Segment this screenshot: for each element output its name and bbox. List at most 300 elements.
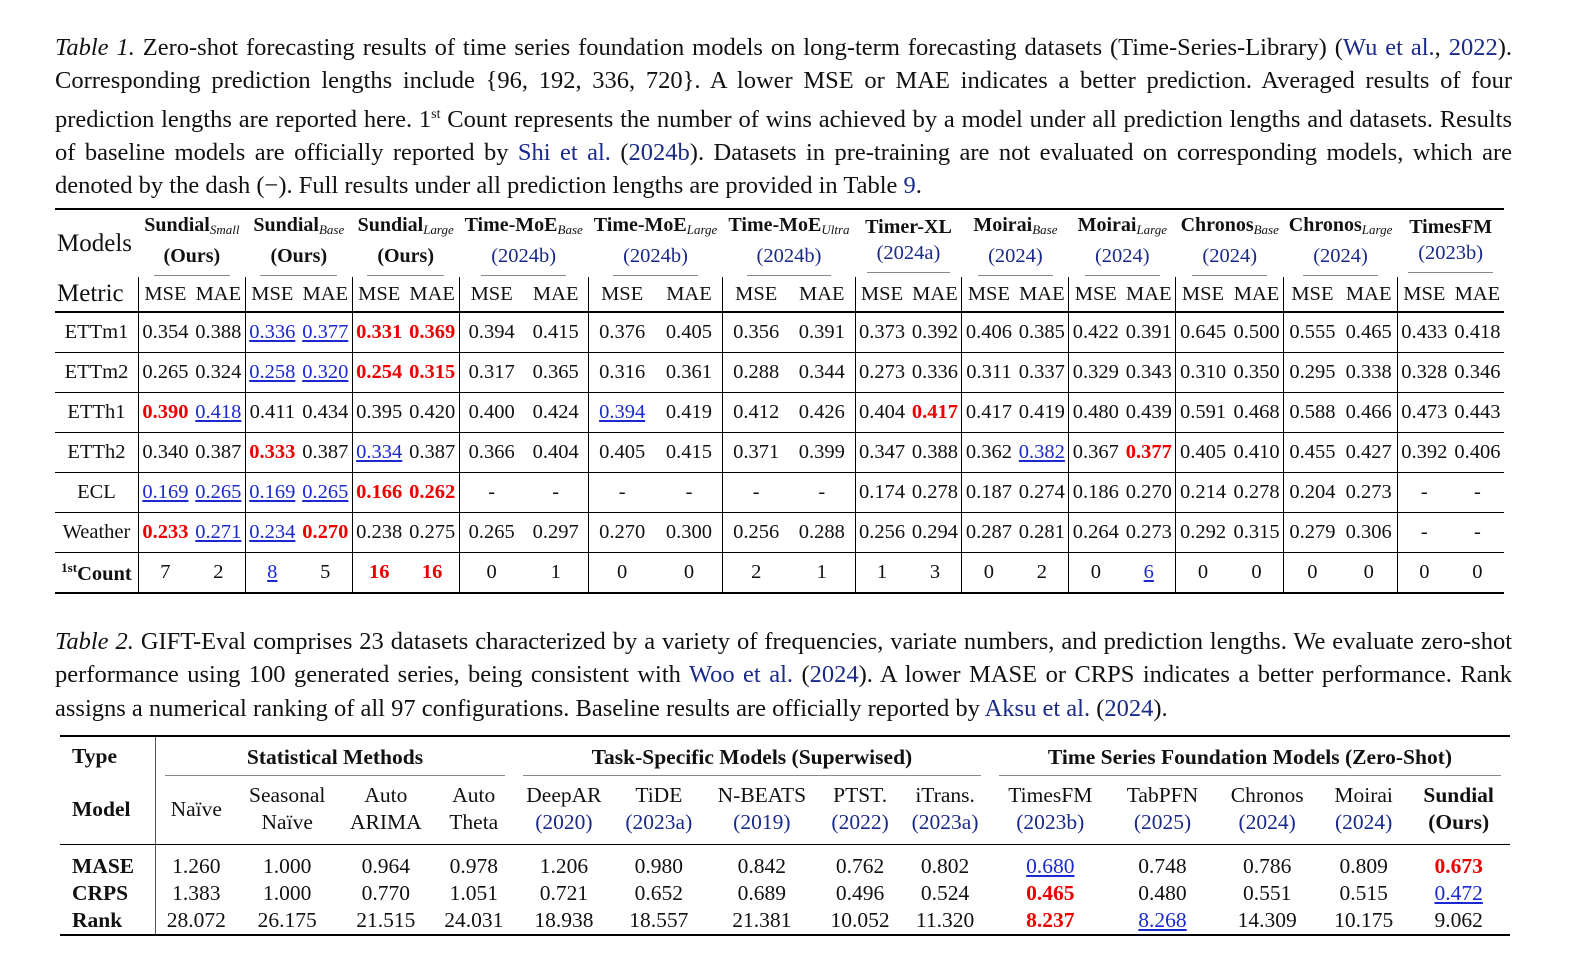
table-cell bbox=[1214, 907, 1320, 935]
table-cell bbox=[338, 907, 434, 935]
cell-value: 0.310 bbox=[1179, 361, 1227, 383]
cell-value: 0.306 bbox=[1345, 521, 1392, 543]
citation-link[interactable]: 2022 bbox=[1448, 34, 1498, 61]
table-cell bbox=[656, 433, 723, 473]
model-name-text: Time-MoE bbox=[593, 213, 687, 236]
citation-link[interactable]: (2024) bbox=[978, 243, 1053, 276]
table-cell bbox=[1122, 312, 1175, 353]
cell-value: 0.262 bbox=[409, 481, 456, 503]
citation-link[interactable]: 2024 bbox=[1104, 694, 1154, 722]
citation-link[interactable]: (2024) bbox=[1303, 243, 1378, 276]
caption-text: ( bbox=[1090, 694, 1105, 722]
table-cell bbox=[656, 513, 723, 553]
cell-value: 0.410 bbox=[1233, 441, 1280, 463]
model-size: Base bbox=[557, 221, 583, 237]
group-header bbox=[990, 736, 1510, 776]
metric-mse: MSE bbox=[1397, 277, 1450, 312]
cell-value: 0.515 bbox=[1339, 881, 1388, 905]
cell-value: 0.281 bbox=[1018, 521, 1065, 543]
cell-value: 0.419 bbox=[665, 401, 713, 423]
cell-value: 0.254 bbox=[356, 361, 403, 383]
cell-value: 0.645 bbox=[1179, 321, 1227, 343]
table-cell bbox=[990, 880, 1111, 907]
table-cell bbox=[1397, 473, 1450, 513]
cell-value: 0.762 bbox=[835, 854, 885, 878]
table-cell bbox=[588, 433, 655, 473]
cell-value: 0.292 bbox=[1179, 521, 1227, 543]
table-cell bbox=[820, 845, 900, 881]
cell-value: 18.557 bbox=[629, 908, 689, 932]
model-size: Small bbox=[209, 221, 240, 237]
table-cell bbox=[1397, 393, 1450, 433]
dataset-label bbox=[55, 513, 138, 553]
metric-mse: MSE bbox=[723, 277, 789, 312]
table-cell bbox=[514, 845, 614, 881]
table-cell bbox=[1214, 880, 1320, 907]
table-cell bbox=[1015, 553, 1068, 594]
cell-value: 0.387 bbox=[409, 441, 456, 463]
cell-value: 0.391 bbox=[798, 321, 845, 343]
citation-link[interactable]: (2024a) bbox=[867, 240, 951, 273]
model-name: Seasonal bbox=[248, 783, 326, 807]
cell-value: 0.311 bbox=[966, 361, 1012, 383]
model-name bbox=[461, 212, 586, 243]
table-cell bbox=[820, 880, 900, 907]
table-cell bbox=[1230, 393, 1284, 433]
superscript: 1st bbox=[61, 559, 78, 575]
cell-value: 16 bbox=[368, 561, 390, 583]
table-row bbox=[55, 312, 1504, 353]
citation-link[interactable]: (2024) bbox=[1192, 243, 1267, 276]
cell-value: 0.361 bbox=[665, 361, 713, 383]
cell-value: 0.265 bbox=[195, 481, 242, 503]
table-cell bbox=[704, 907, 820, 935]
table-cell bbox=[1284, 393, 1341, 433]
cell-value: 0 bbox=[486, 561, 497, 583]
table-cell bbox=[962, 473, 1015, 513]
cell-value: 8.237 bbox=[1026, 908, 1075, 932]
table-row bbox=[60, 907, 1510, 935]
cell-value: 0.415 bbox=[532, 321, 579, 343]
table-cell bbox=[1122, 433, 1175, 473]
table-cell bbox=[1069, 473, 1122, 513]
model-header bbox=[338, 776, 434, 845]
model-name bbox=[964, 212, 1067, 243]
cell-value: 0.265 bbox=[302, 481, 349, 503]
cell-value: 0.214 bbox=[1179, 481, 1227, 503]
cell-value: 0.680 bbox=[1026, 854, 1075, 878]
model-name-text: Sundial bbox=[253, 213, 319, 236]
table-cell bbox=[990, 907, 1111, 935]
cell-value: 0.287 bbox=[965, 521, 1012, 543]
citation-link[interactable]: (2024) bbox=[1238, 810, 1296, 834]
model-name: Sundial bbox=[1423, 783, 1494, 807]
table-cell bbox=[138, 353, 191, 393]
table-cell bbox=[656, 553, 723, 594]
metric-mse: MSE bbox=[245, 277, 298, 312]
dataset-label bbox=[55, 312, 138, 353]
cell-value: 16 bbox=[421, 561, 443, 583]
cell-value: 0.346 bbox=[1454, 361, 1501, 383]
metric-mse: MSE bbox=[352, 277, 405, 312]
cell-value: 0.424 bbox=[532, 401, 579, 423]
metric-mae: MAE bbox=[789, 277, 855, 312]
cell-value: 11.320 bbox=[915, 908, 975, 932]
cell-value: 0.480 bbox=[1138, 881, 1187, 905]
table-cell bbox=[656, 393, 723, 433]
cell-value: 0.377 bbox=[1125, 441, 1172, 463]
table-cell bbox=[192, 433, 245, 473]
cell-value: 0.387 bbox=[195, 441, 242, 463]
caption-text: Zero-shot forecasting results of time series foundation models on long-term forecasting datasets (Time-Series-Library) ( bbox=[134, 34, 1343, 61]
citation-link[interactable]: (2024b) bbox=[747, 243, 832, 276]
table-cell bbox=[524, 393, 589, 433]
model-header bbox=[1320, 776, 1407, 845]
table-cell bbox=[723, 513, 789, 553]
table-cell bbox=[406, 353, 459, 393]
table-cell bbox=[299, 553, 352, 594]
table-cell bbox=[245, 433, 298, 473]
table-cell bbox=[1015, 473, 1068, 513]
model-name: TabPFN bbox=[1126, 783, 1199, 807]
table-cell bbox=[1284, 473, 1341, 513]
metric-mae: MAE bbox=[1230, 277, 1284, 312]
table-row bbox=[55, 393, 1504, 433]
table-cell bbox=[524, 473, 589, 513]
cell-value: 1 bbox=[816, 561, 827, 583]
cell-value: 21.381 bbox=[732, 908, 792, 932]
metric-mse: MSE bbox=[962, 277, 1015, 312]
cell-value: 24.031 bbox=[444, 908, 504, 932]
table-cell bbox=[1122, 393, 1175, 433]
table-cell bbox=[1015, 312, 1068, 353]
group-label: Task-Specific Models (Superwised) bbox=[523, 744, 981, 776]
model-size: Base bbox=[1032, 221, 1058, 237]
table1-results bbox=[55, 208, 1504, 594]
table-cell bbox=[1320, 880, 1407, 907]
table-cell bbox=[855, 513, 908, 553]
cell-value: 0.465 bbox=[1345, 321, 1392, 343]
metric-mae: MAE bbox=[1451, 277, 1504, 312]
metric-mse: MSE bbox=[855, 277, 908, 312]
table-cell bbox=[459, 553, 524, 594]
cell-value: 9.062 bbox=[1434, 908, 1483, 932]
caption-text: ( bbox=[793, 661, 810, 689]
table-cell bbox=[723, 312, 789, 353]
cell-value: 0.336 bbox=[249, 321, 296, 343]
cell-value: 0.689 bbox=[737, 881, 787, 905]
table-cell bbox=[962, 312, 1015, 353]
cell-value: 0.420 bbox=[409, 401, 456, 423]
table-cell bbox=[789, 513, 855, 553]
table-cell bbox=[962, 553, 1015, 594]
cell-value: - bbox=[752, 481, 760, 503]
model-header bbox=[588, 209, 723, 277]
table-cell bbox=[1069, 553, 1122, 594]
cell-value: 0.270 bbox=[599, 521, 646, 543]
cell-value: 0.411 bbox=[249, 401, 295, 423]
caption-text: ( bbox=[610, 139, 629, 167]
cell-value: 0.334 bbox=[356, 441, 403, 463]
citation-link[interactable]: (2020) bbox=[535, 810, 593, 834]
table-cell bbox=[192, 312, 245, 353]
cell-value: 0.412 bbox=[733, 401, 780, 423]
model-name-text: Sundial bbox=[144, 213, 210, 236]
table-cell bbox=[855, 312, 908, 353]
cell-value: 0.362 bbox=[965, 441, 1012, 463]
table-cell bbox=[236, 845, 338, 881]
table-cell bbox=[406, 393, 459, 433]
citation-link[interactable]: (2024b) bbox=[613, 243, 698, 276]
cell-value: 1 bbox=[550, 561, 561, 583]
cell-value: 0.356 bbox=[733, 321, 780, 343]
table-cell bbox=[656, 312, 723, 353]
table-cell bbox=[1176, 553, 1230, 594]
cell-value: 0.385 bbox=[1018, 321, 1065, 343]
model-header bbox=[352, 209, 459, 277]
cell-value: 10.052 bbox=[830, 908, 890, 932]
model-label: Model bbox=[60, 776, 156, 845]
type-row bbox=[60, 736, 1510, 776]
metric-mae: MAE bbox=[1015, 277, 1068, 312]
model-header bbox=[156, 776, 237, 845]
cell-value: 7 bbox=[160, 561, 171, 583]
citation-link[interactable]: (2024) bbox=[1335, 810, 1393, 834]
table-cell bbox=[1397, 433, 1450, 473]
model-header bbox=[1407, 776, 1510, 845]
table-cell bbox=[1069, 513, 1122, 553]
cell-value: 0.786 bbox=[1242, 854, 1292, 878]
table-row bbox=[55, 433, 1504, 473]
table-cell bbox=[459, 353, 524, 393]
table-cell bbox=[1341, 473, 1398, 513]
table-cell bbox=[723, 393, 789, 433]
cell-value: 0.496 bbox=[835, 881, 885, 905]
dataset-label bbox=[55, 393, 138, 433]
table-cell bbox=[524, 312, 589, 353]
table-cell bbox=[192, 393, 245, 433]
citation-link[interactable]: (2023a) bbox=[911, 810, 979, 834]
model-name-text: Timer-XL bbox=[865, 216, 952, 238]
row-label: ETTh2 bbox=[67, 441, 126, 463]
model-name bbox=[247, 212, 350, 243]
table-cell bbox=[1230, 513, 1284, 553]
citation-link[interactable]: (2024) bbox=[1085, 243, 1160, 276]
cell-value: 0.367 bbox=[1072, 441, 1119, 463]
cell-value: 0.265 bbox=[142, 361, 189, 383]
caption-text: . bbox=[915, 172, 922, 200]
table-cell bbox=[524, 353, 589, 393]
caption-label: Table 2. bbox=[55, 628, 134, 655]
cell-value: 0.371 bbox=[733, 441, 780, 463]
cell-value: 0.415 bbox=[665, 441, 713, 463]
table-cell bbox=[1407, 845, 1510, 881]
citation-link[interactable]: 2024 bbox=[809, 661, 859, 689]
table-cell bbox=[299, 353, 352, 393]
cell-value: - bbox=[1420, 481, 1428, 503]
table-cell bbox=[900, 907, 990, 935]
citation-link[interactable]: (2023b) bbox=[1016, 810, 1085, 834]
metric-mae: MAE bbox=[656, 277, 723, 312]
cell-value: 10.175 bbox=[1334, 908, 1394, 932]
table-cell bbox=[1176, 393, 1230, 433]
models-label: Models bbox=[57, 229, 132, 257]
cell-value: 0.392 bbox=[1401, 441, 1448, 463]
caption-text: Count represents the number of wins achieved by a model under all prediction lengths and datasets. Results of baseline models are officially reported by bbox=[55, 105, 1512, 167]
model-header bbox=[962, 209, 1069, 277]
citation-link[interactable]: (2019) bbox=[733, 810, 791, 834]
cell-value: 0.275 bbox=[409, 521, 456, 543]
type-label bbox=[60, 736, 156, 776]
row-label: MASE bbox=[60, 845, 156, 881]
cell-value: 0.320 bbox=[302, 361, 349, 383]
table-cell bbox=[1397, 513, 1450, 553]
cell-value: 0.329 bbox=[1072, 361, 1119, 383]
metric-mse: MSE bbox=[138, 277, 191, 312]
table-cell bbox=[299, 473, 352, 513]
cell-value: 0.439 bbox=[1125, 401, 1172, 423]
citation-link[interactable]: (2022) bbox=[831, 810, 889, 834]
table-cell bbox=[1015, 433, 1068, 473]
table-cell bbox=[1176, 433, 1230, 473]
citation-link[interactable]: 2024b bbox=[628, 139, 690, 167]
cell-value: 0.551 bbox=[1242, 881, 1292, 905]
cell-value: 0.418 bbox=[195, 401, 242, 423]
table-cell bbox=[1284, 513, 1341, 553]
cell-value: - bbox=[1473, 521, 1481, 543]
cell-value: 0.295 bbox=[1289, 361, 1336, 383]
table-cell bbox=[192, 553, 245, 594]
model-name bbox=[1178, 212, 1282, 243]
table-cell bbox=[1230, 433, 1284, 473]
table-cell bbox=[588, 513, 655, 553]
cell-value: 0.279 bbox=[1289, 521, 1336, 543]
cell-value: 0.394 bbox=[599, 401, 646, 423]
cell-value: 0 bbox=[983, 561, 995, 583]
caption-text: , bbox=[1434, 34, 1449, 61]
table-cell bbox=[1111, 907, 1215, 935]
metric-mae: MAE bbox=[299, 277, 352, 312]
row-label: ETTm1 bbox=[64, 321, 129, 343]
citation-link[interactable]: (2025) bbox=[1133, 810, 1192, 834]
table-cell bbox=[192, 513, 245, 553]
cell-value: 1.000 bbox=[263, 854, 312, 878]
metric-mse: MSE bbox=[1284, 277, 1341, 312]
table-cell bbox=[434, 907, 514, 935]
table-cell bbox=[245, 513, 298, 553]
cell-value: 0.418 bbox=[1454, 321, 1501, 343]
cell-value: 8.268 bbox=[1138, 908, 1187, 932]
cell-value: 0 bbox=[1307, 561, 1318, 583]
table-cell bbox=[352, 553, 405, 594]
model-header bbox=[245, 209, 352, 277]
table-cell bbox=[1015, 353, 1068, 393]
cell-value: 1.051 bbox=[449, 881, 498, 905]
model-name bbox=[590, 212, 721, 243]
model-name-text: Chronos bbox=[1288, 213, 1362, 236]
cell-value: 0.174 bbox=[858, 481, 906, 503]
group-header bbox=[514, 736, 990, 776]
model-name: Naïve bbox=[170, 796, 222, 821]
citation-link[interactable]: (2024b) bbox=[481, 243, 566, 276]
dataset-label bbox=[55, 473, 138, 513]
table-cell bbox=[1284, 553, 1341, 594]
model-header bbox=[459, 209, 588, 277]
model-header bbox=[1214, 776, 1320, 845]
table-cell bbox=[1176, 473, 1230, 513]
citation-link[interactable]: (2023b) bbox=[1408, 240, 1493, 273]
table-ref-link[interactable]: 9 bbox=[903, 172, 916, 200]
table-cell bbox=[1451, 393, 1504, 433]
cell-value: 0.406 bbox=[1454, 441, 1501, 463]
table-cell bbox=[1230, 473, 1284, 513]
model-header bbox=[434, 776, 514, 845]
model-header bbox=[723, 209, 855, 277]
cell-value: 0.315 bbox=[409, 361, 456, 383]
table-cell bbox=[459, 433, 524, 473]
table-cell bbox=[1214, 845, 1320, 881]
citation-link[interactable]: Woo et al. bbox=[688, 661, 793, 689]
table-cell bbox=[1069, 433, 1122, 473]
cell-value: 0.388 bbox=[911, 441, 959, 463]
citation-link[interactable]: Shi et al. bbox=[517, 139, 611, 167]
metric-label: Metric bbox=[55, 277, 138, 312]
cell-value: 0.427 bbox=[1345, 441, 1392, 463]
cell-value: 0.278 bbox=[911, 481, 959, 503]
citation-link[interactable]: Wu et al. bbox=[1342, 34, 1435, 61]
metric-mse: MSE bbox=[1176, 277, 1230, 312]
citation-link[interactable]: (2023a) bbox=[625, 810, 693, 834]
table-cell bbox=[459, 473, 524, 513]
cell-value: 0.434 bbox=[302, 401, 349, 423]
metric-mae: MAE bbox=[192, 277, 245, 312]
model-size: Large bbox=[1136, 221, 1168, 237]
table-cell bbox=[1122, 513, 1175, 553]
cell-value: 0.365 bbox=[532, 361, 579, 383]
model-name bbox=[140, 212, 243, 243]
cell-value: 0.271 bbox=[195, 521, 242, 543]
cell-value: 2 bbox=[751, 561, 762, 583]
group-label: Time Series Foundation Models (Zero-Shot) bbox=[999, 744, 1501, 776]
model-name bbox=[354, 212, 457, 243]
cell-value: 26.175 bbox=[257, 908, 317, 932]
table-cell bbox=[524, 553, 589, 594]
cell-value: 0.265 bbox=[468, 521, 515, 543]
table-cell bbox=[723, 353, 789, 393]
cell-value: 0.331 bbox=[356, 321, 403, 343]
table-cell bbox=[1069, 393, 1122, 433]
cell-value: 0.169 bbox=[249, 481, 296, 503]
table-cell bbox=[588, 473, 655, 513]
model-name-text: Chronos bbox=[1180, 213, 1254, 236]
table-cell bbox=[656, 473, 723, 513]
table-cell bbox=[962, 353, 1015, 393]
table-cell bbox=[459, 393, 524, 433]
table-cell bbox=[514, 907, 614, 935]
table-cell bbox=[1284, 433, 1341, 473]
cell-value: 0.400 bbox=[468, 401, 515, 423]
row-label: CRPS bbox=[60, 880, 156, 907]
citation-link[interactable]: Aksu et al. bbox=[984, 694, 1091, 722]
table-cell bbox=[245, 312, 298, 353]
cell-value: 8 bbox=[267, 561, 278, 583]
dataset-label bbox=[55, 353, 138, 393]
cell-value: 0.328 bbox=[1401, 361, 1448, 383]
table-cell bbox=[789, 393, 855, 433]
cell-value: 0.417 bbox=[965, 401, 1012, 423]
cell-value: 0.338 bbox=[1345, 361, 1392, 383]
table-cell bbox=[1397, 553, 1450, 594]
